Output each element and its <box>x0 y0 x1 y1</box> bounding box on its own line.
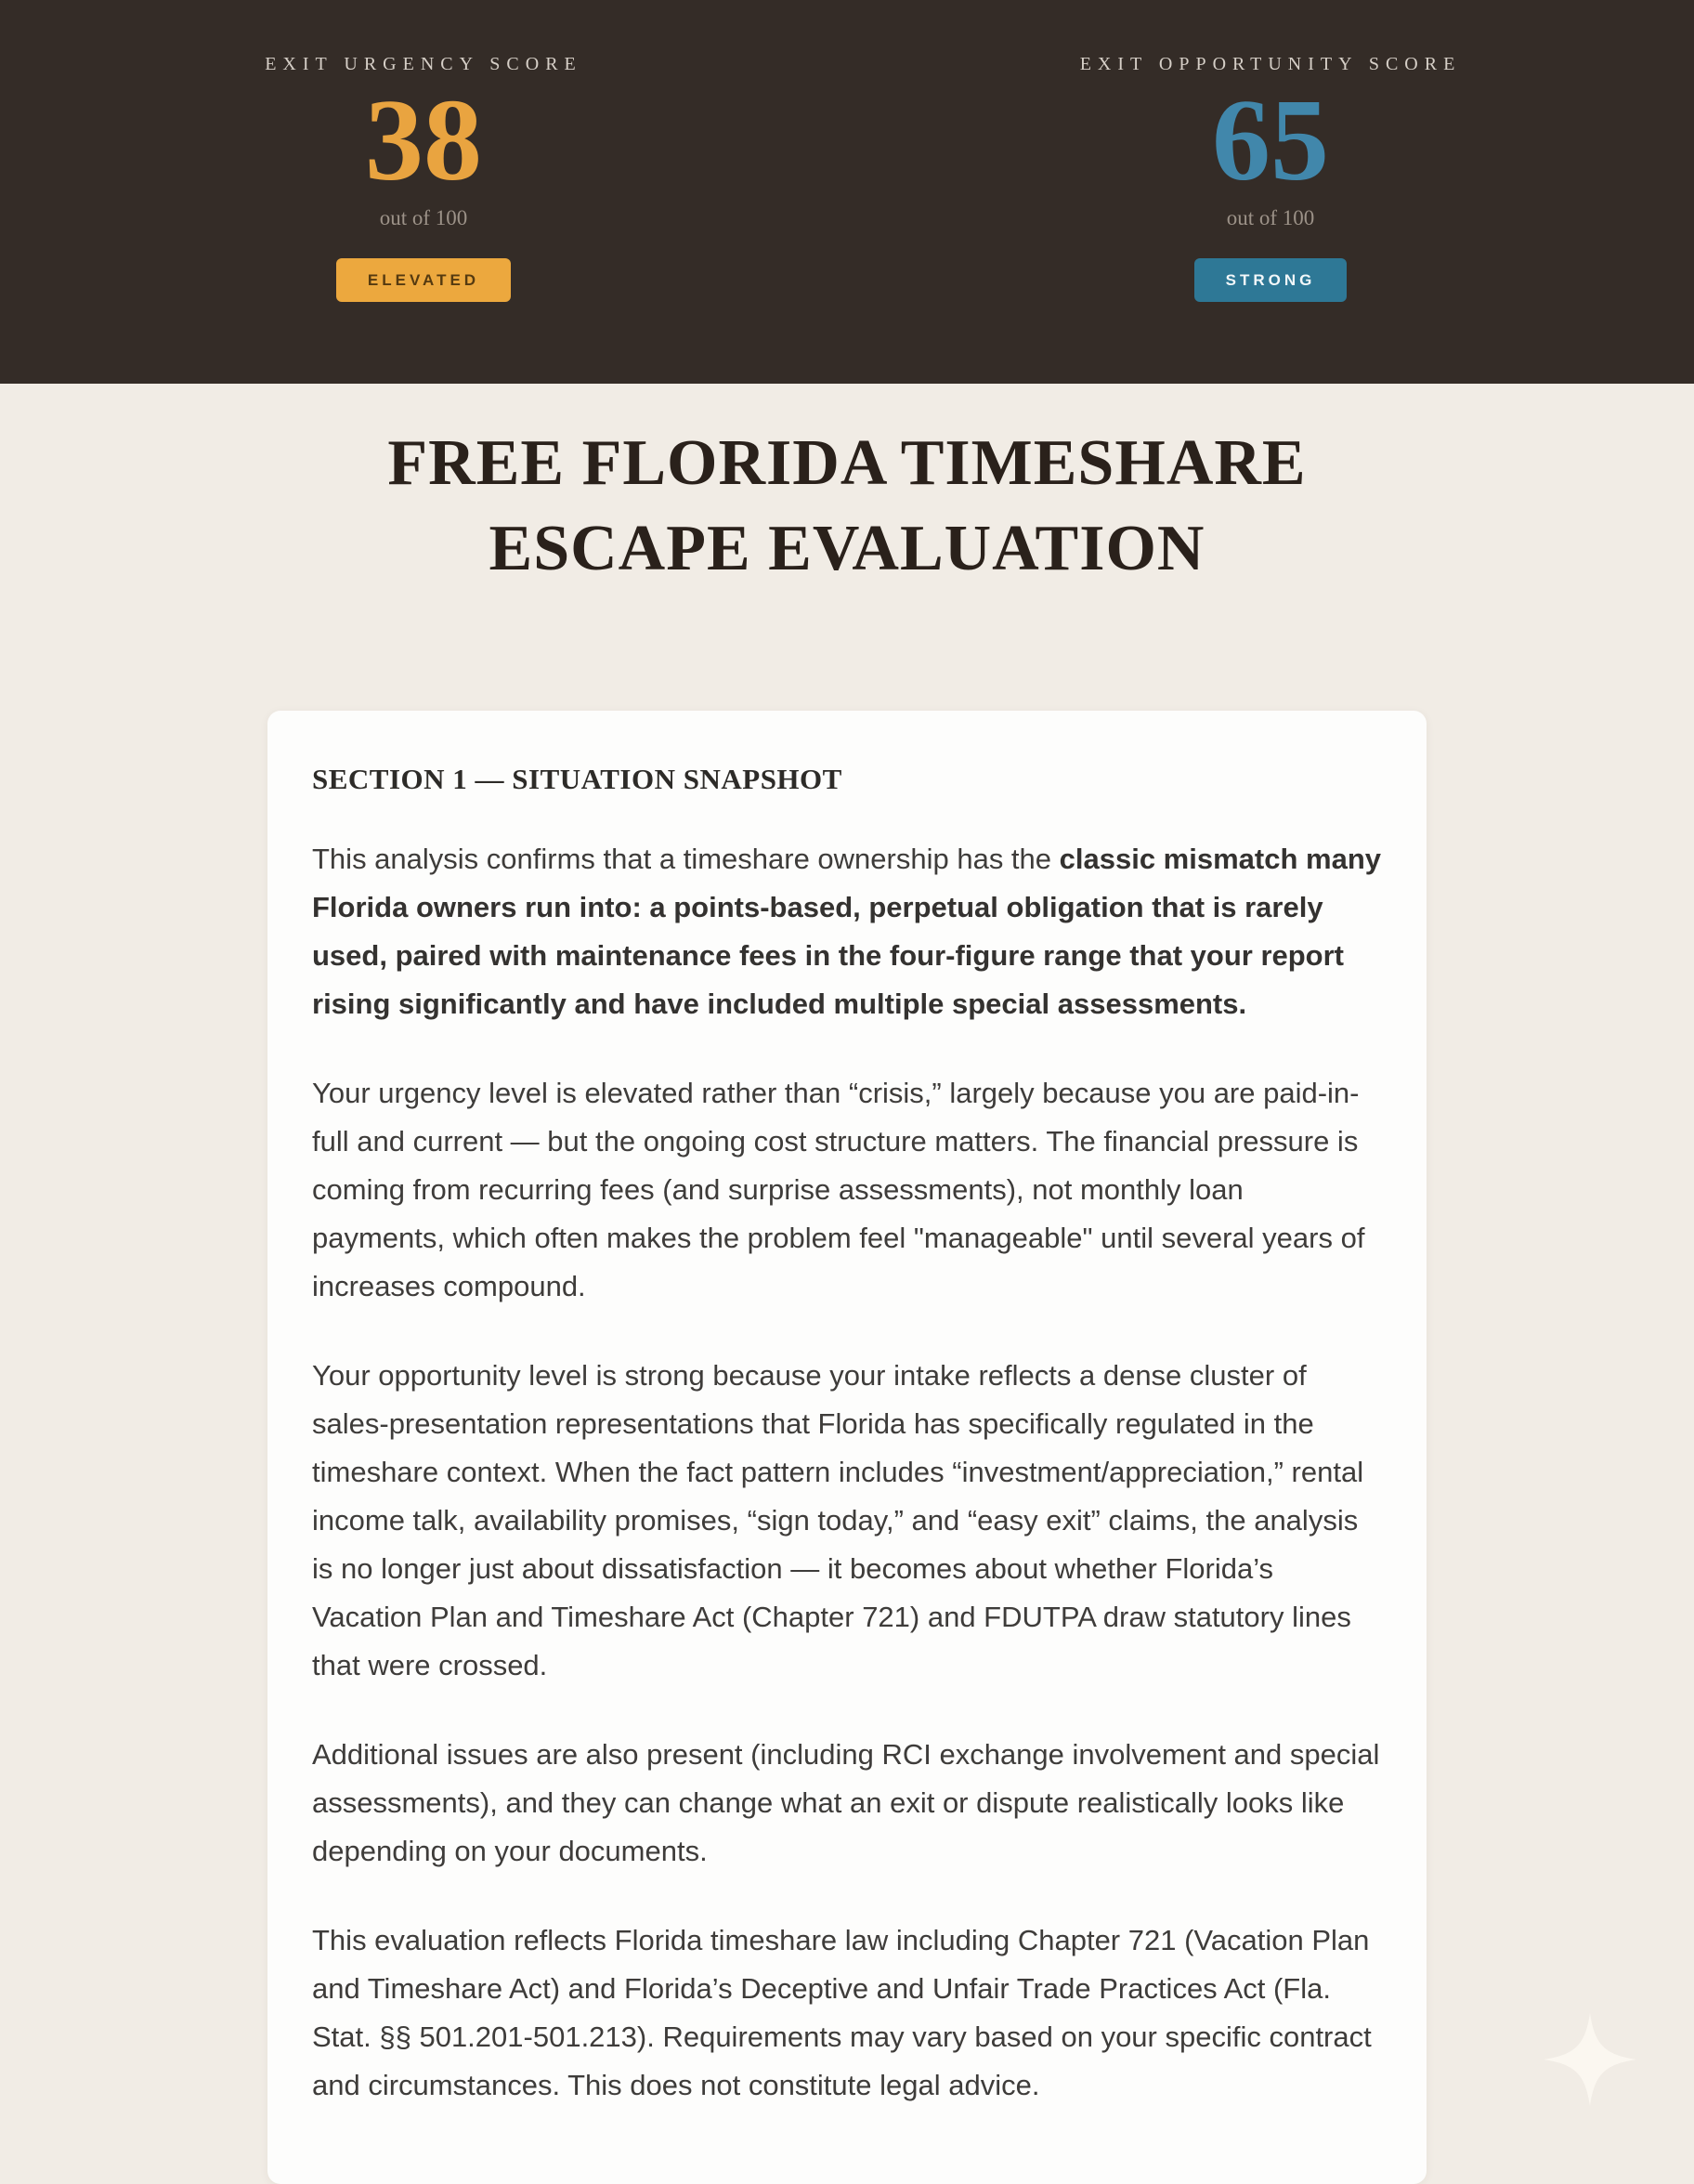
sparkle-icon <box>1544 2013 1636 2106</box>
score-banner <box>0 0 1694 384</box>
section-heading: SECTION 1 — SITUATION SNAPSHOT <box>312 763 842 795</box>
opportunity-score-panel <box>847 0 1694 384</box>
opportunity-score-value: 65 <box>1212 76 1329 205</box>
paragraph-disclaimer: This evaluation reflects Florida timeshare law including Chapter 721 (Vacation Plan and Timeshare Act) and Florida’s Deceptive and Unfair Trade Practices Act (Fla. Stat. §§ 501.201-501.213). Requirements may vary based on your specific contract and circumstances. This does not constitute legal advice. <box>312 1924 1372 2101</box>
paragraph-situation-bold: classic mismatch many Florida owners run into: a points-based, perpetual obligation that is rarely used, paired with maintenance fees in the four-figure range that your report rising significantly and have included multiple special assessments. <box>312 843 1381 1020</box>
page-title-line1: FREE FLORIDA TIMESHARE <box>387 427 1307 499</box>
urgency-status-badge: ELEVATED <box>336 258 511 302</box>
paragraph-situation <box>312 835 1384 1028</box>
urgency-score-value: 38 <box>365 76 482 205</box>
paragraph-opportunity-explanation: Your opportunity level is strong because your intake reflects a dense cluster of sales-presentation representations that Florida has specifically regulated in the timeshare context. When the fact pattern includes “investment/appreciation,” rental income talk, availability promises, “sign today,” and “easy exit” claims, the analysis is no longer just about dissatisfaction — it becomes about whether Florida’s Vacation Plan and Timeshare Act (Chapter 721) and FDUTPA draw statutory lines that were crossed. <box>312 1359 1364 1681</box>
opportunity-status-badge: STRONG <box>1194 258 1348 302</box>
urgency-score-outof: out of 100 <box>379 205 468 229</box>
urgency-score-label: EXIT URGENCY SCORE <box>265 54 582 74</box>
paragraph-additional-issues: Additional issues are also present (including RCI exchange involvement and special assessments), and they can change what an exit or dispute realistically looks like depending on your documents. <box>312 1738 1380 1867</box>
paragraph-situation-normal: This analysis confirms that a timeshare ownership has the <box>312 843 1060 875</box>
paragraph-urgency-explanation: Your urgency level is elevated rather than “crisis,” largely because you are paid-in-full and current — but the ongoing cost structure matters. The financial pressure is coming from recurring fees (and surprise assessments), not monthly loan payments, which often makes the problem feel "manageable" until several years of increases compound. <box>312 1077 1365 1302</box>
section-card <box>267 711 1427 2184</box>
opportunity-score-label: EXIT OPPORTUNITY SCORE <box>1079 54 1462 74</box>
urgency-score-panel <box>0 0 847 384</box>
page-title <box>0 421 1694 592</box>
opportunity-score-outof: out of 100 <box>1226 205 1315 229</box>
page-title-line2: ESCAPE EVALUATION <box>489 513 1205 584</box>
